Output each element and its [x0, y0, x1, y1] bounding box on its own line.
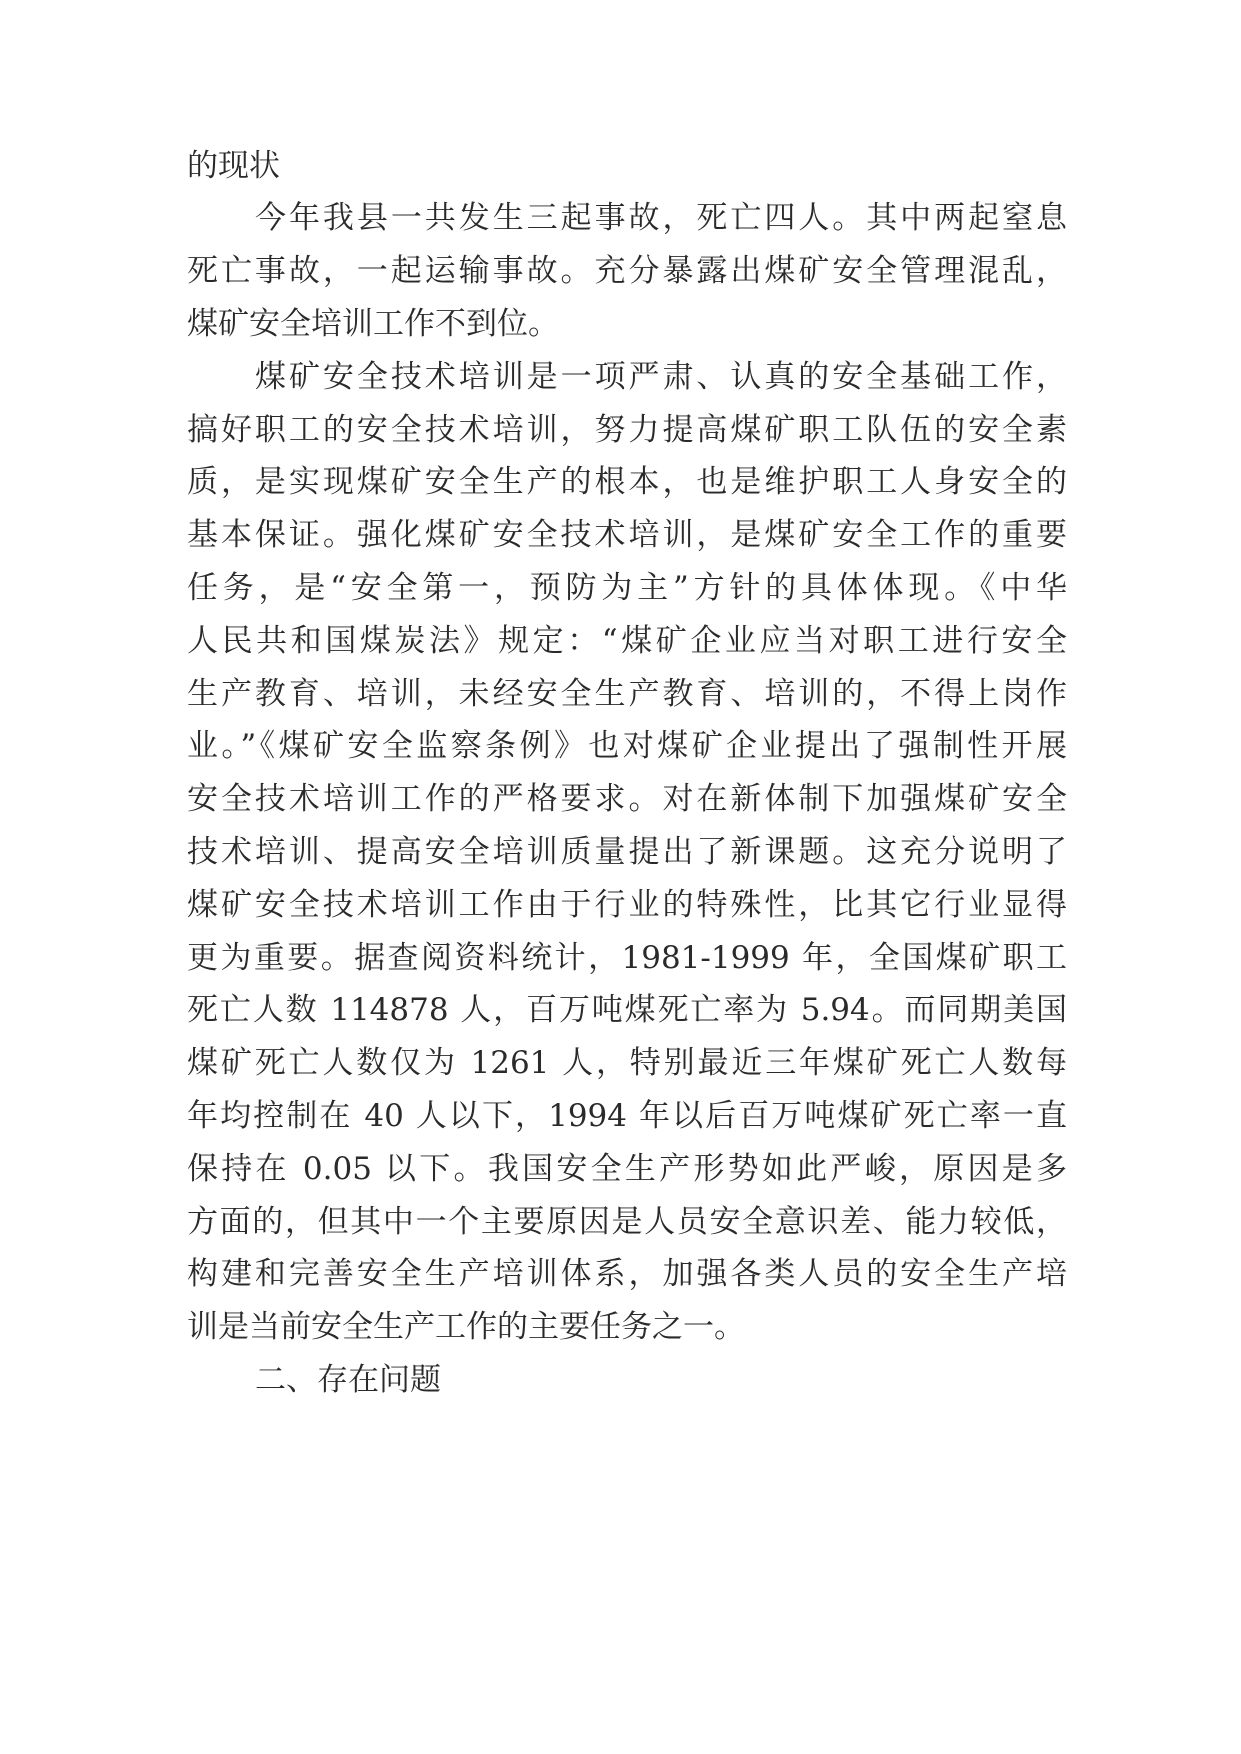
text-line-13: 安全技术培训工作的严格要求。对在新体制下加强煤矿安全	[187, 781, 1067, 817]
text-line-1: 的现状	[187, 148, 280, 184]
text-line-11: 生产教育、培训，未经安全生产教育、培训的，不得上岗作	[187, 676, 1067, 712]
text-line-17: 死亡人数 114878 人，百万吨煤死亡率为 5.94。而同期美国	[187, 992, 1067, 1028]
text-line-6: 搞好职工的安全技术培训，努力提高煤矿职工队伍的安全素	[187, 412, 1067, 448]
text-line-4: 煤矿安全培训工作不到位。	[187, 306, 559, 342]
text-line-5: 煤矿安全技术培训是一项严肃、认真的安全基础工作，	[255, 359, 1067, 395]
text-line-3: 死亡事故，一起运输事故。充分暴露出煤矿安全管理混乱，	[187, 253, 1067, 289]
text-line-23: 训是当前安全生产工作的主要任务之一。	[187, 1309, 745, 1345]
text-line-8: 基本保证。强化煤矿安全技术培训，是煤矿安全工作的重要	[187, 517, 1067, 553]
text-line-10: 人民共和国煤炭法》规定：“煤矿企业应当对职工进行安全	[187, 623, 1067, 659]
text-line-16: 更为重要。据查阅资料统计，1981-1999 年，全国煤矿职工	[187, 940, 1067, 976]
text-line-7: 质，是实现煤矿安全生产的根本，也是维护职工人身安全的	[187, 464, 1067, 500]
text-line-21: 方面的，但其中一个主要原因是人员安全意识差、能力较低，	[187, 1204, 1067, 1240]
text-line-12: 业。”《煤矿安全监察条例》也对煤矿企业提出了强制性开展	[187, 728, 1067, 764]
text-line-9: 任务，是“安全第一，预防为主”方针的具体体现。《中华	[187, 570, 1067, 606]
text-line-18: 煤矿死亡人数仅为 1261 人，特别最近三年煤矿死亡人数每	[187, 1045, 1067, 1081]
text-line-14: 技术培训、提高安全培训质量提出了新课题。这充分说明了	[187, 834, 1067, 870]
text-line-20: 保持在 0.05 以下。我国安全生产形势如此严峻，原因是多	[187, 1151, 1067, 1187]
text-line-22: 构建和完善安全生产培训体系，加强各类人员的安全生产培	[187, 1256, 1067, 1292]
text-line-2: 今年我县一共发生三起事故，死亡四人。其中两起窒息	[255, 200, 1067, 236]
text-line-19: 年均控制在 40 人以下，1994 年以后百万吨煤矿死亡率一直	[187, 1098, 1067, 1134]
text-line-15: 煤矿安全技术培训工作由于行业的特殊性，比其它行业显得	[187, 887, 1067, 923]
section-heading: 二、存在问题	[255, 1362, 441, 1398]
